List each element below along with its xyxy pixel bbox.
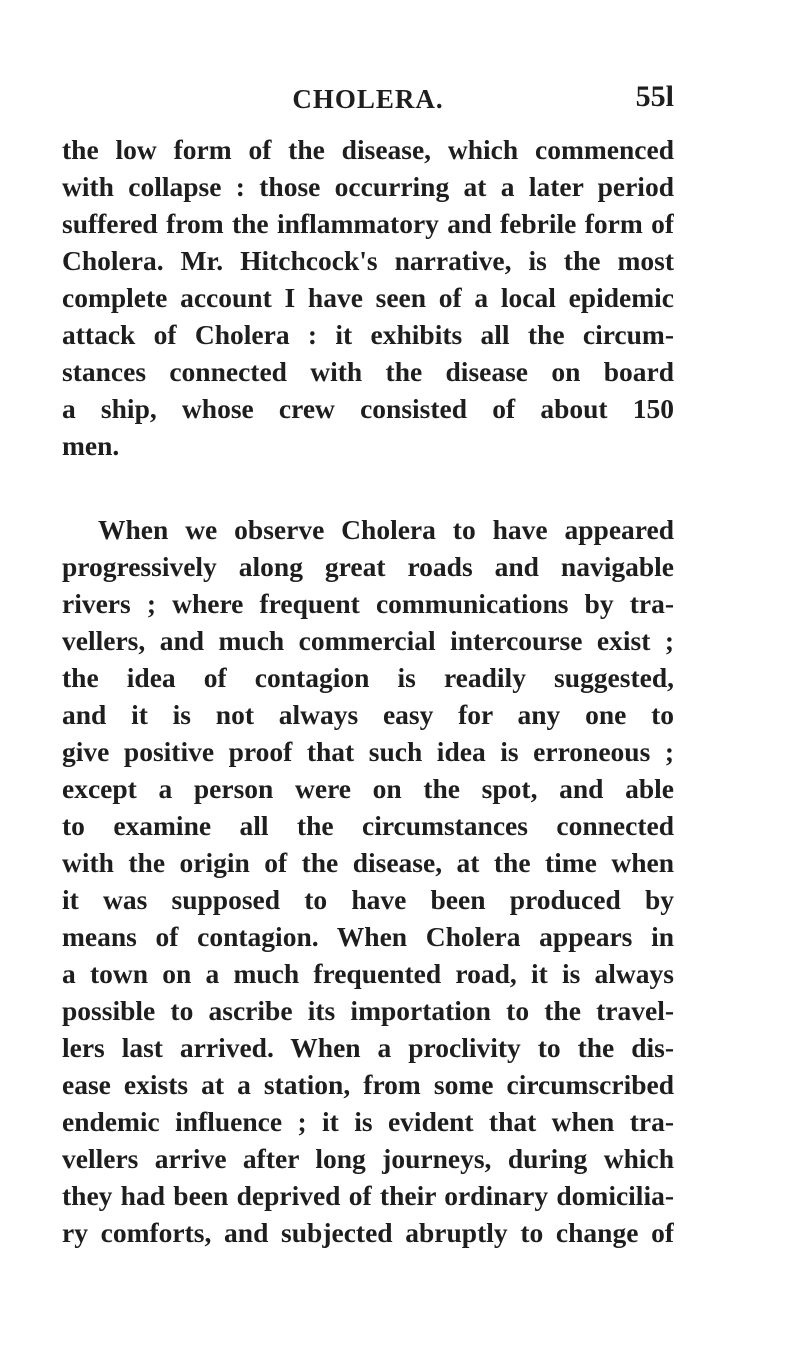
page-number: 55l [635,80,674,113]
text-line: they had been deprived of their ordinary domicilia- [62,1180,674,1211]
text-line: the idea of contagion is readily suggested, [62,662,674,693]
text-line: attack of Cholera : it exhibits all the circum- [62,319,674,350]
text-line: with the origin of the disease, at the time when [62,847,674,878]
running-title: CHOLERA. [292,84,444,114]
text-line: men. [62,430,120,461]
text-line: complete account I have seen of a local epidemic [62,282,674,313]
text-line: progressively along great roads and navigable [62,551,674,582]
text-line: vellers arrive after long journeys, during which [62,1143,674,1174]
text-line: and it is not always easy for any one to [62,699,674,730]
text-line: except a person were on the spot, and able [62,773,674,804]
running-head [62,80,674,120]
text-line: endemic influence ; it is evident that when tra- [62,1106,674,1137]
text-line: ry comforts, and subjected abruptly to change of [62,1217,674,1248]
text-line: it was supposed to have been produced by [62,884,674,915]
text-line: vellers, and much commercial intercourse exist ; [62,625,674,656]
text-line: stances connected with the disease on board [62,356,674,387]
text-line: the low form of the disease, which commenced [62,134,674,165]
text-line: a ship, whose crew consisted of about 150 [62,393,674,424]
text-line: rivers ; where frequent communications by tra- [62,588,674,619]
body-text [62,131,674,1251]
text-line: lers last arrived. When a proclivity to the dis- [62,1032,674,1063]
text-line: When we observe Cholera to have appeared [98,514,674,545]
paragraph-1 [62,131,674,464]
text-line: suffered from the inflammatory and febrile form of [62,208,674,239]
text-line: means of contagion. When Cholera appears in [62,921,674,952]
text-line: possible to ascribe its importation to the travel- [62,995,674,1026]
paragraph-2 [62,511,674,1251]
text-line: ease exists at a station, from some circumscribed [62,1069,674,1100]
text-line: Cholera. Mr. Hitchcock's narrative, is the most [62,245,674,276]
text-line: a town on a much frequented road, it is always [62,958,674,989]
text-line: give positive proof that such idea is erroneous ; [62,736,674,767]
text-line: to examine all the circumstances connected [62,810,674,841]
text-line: with collapse : those occurring at a later period [62,171,674,202]
paragraph-gap [62,464,674,511]
